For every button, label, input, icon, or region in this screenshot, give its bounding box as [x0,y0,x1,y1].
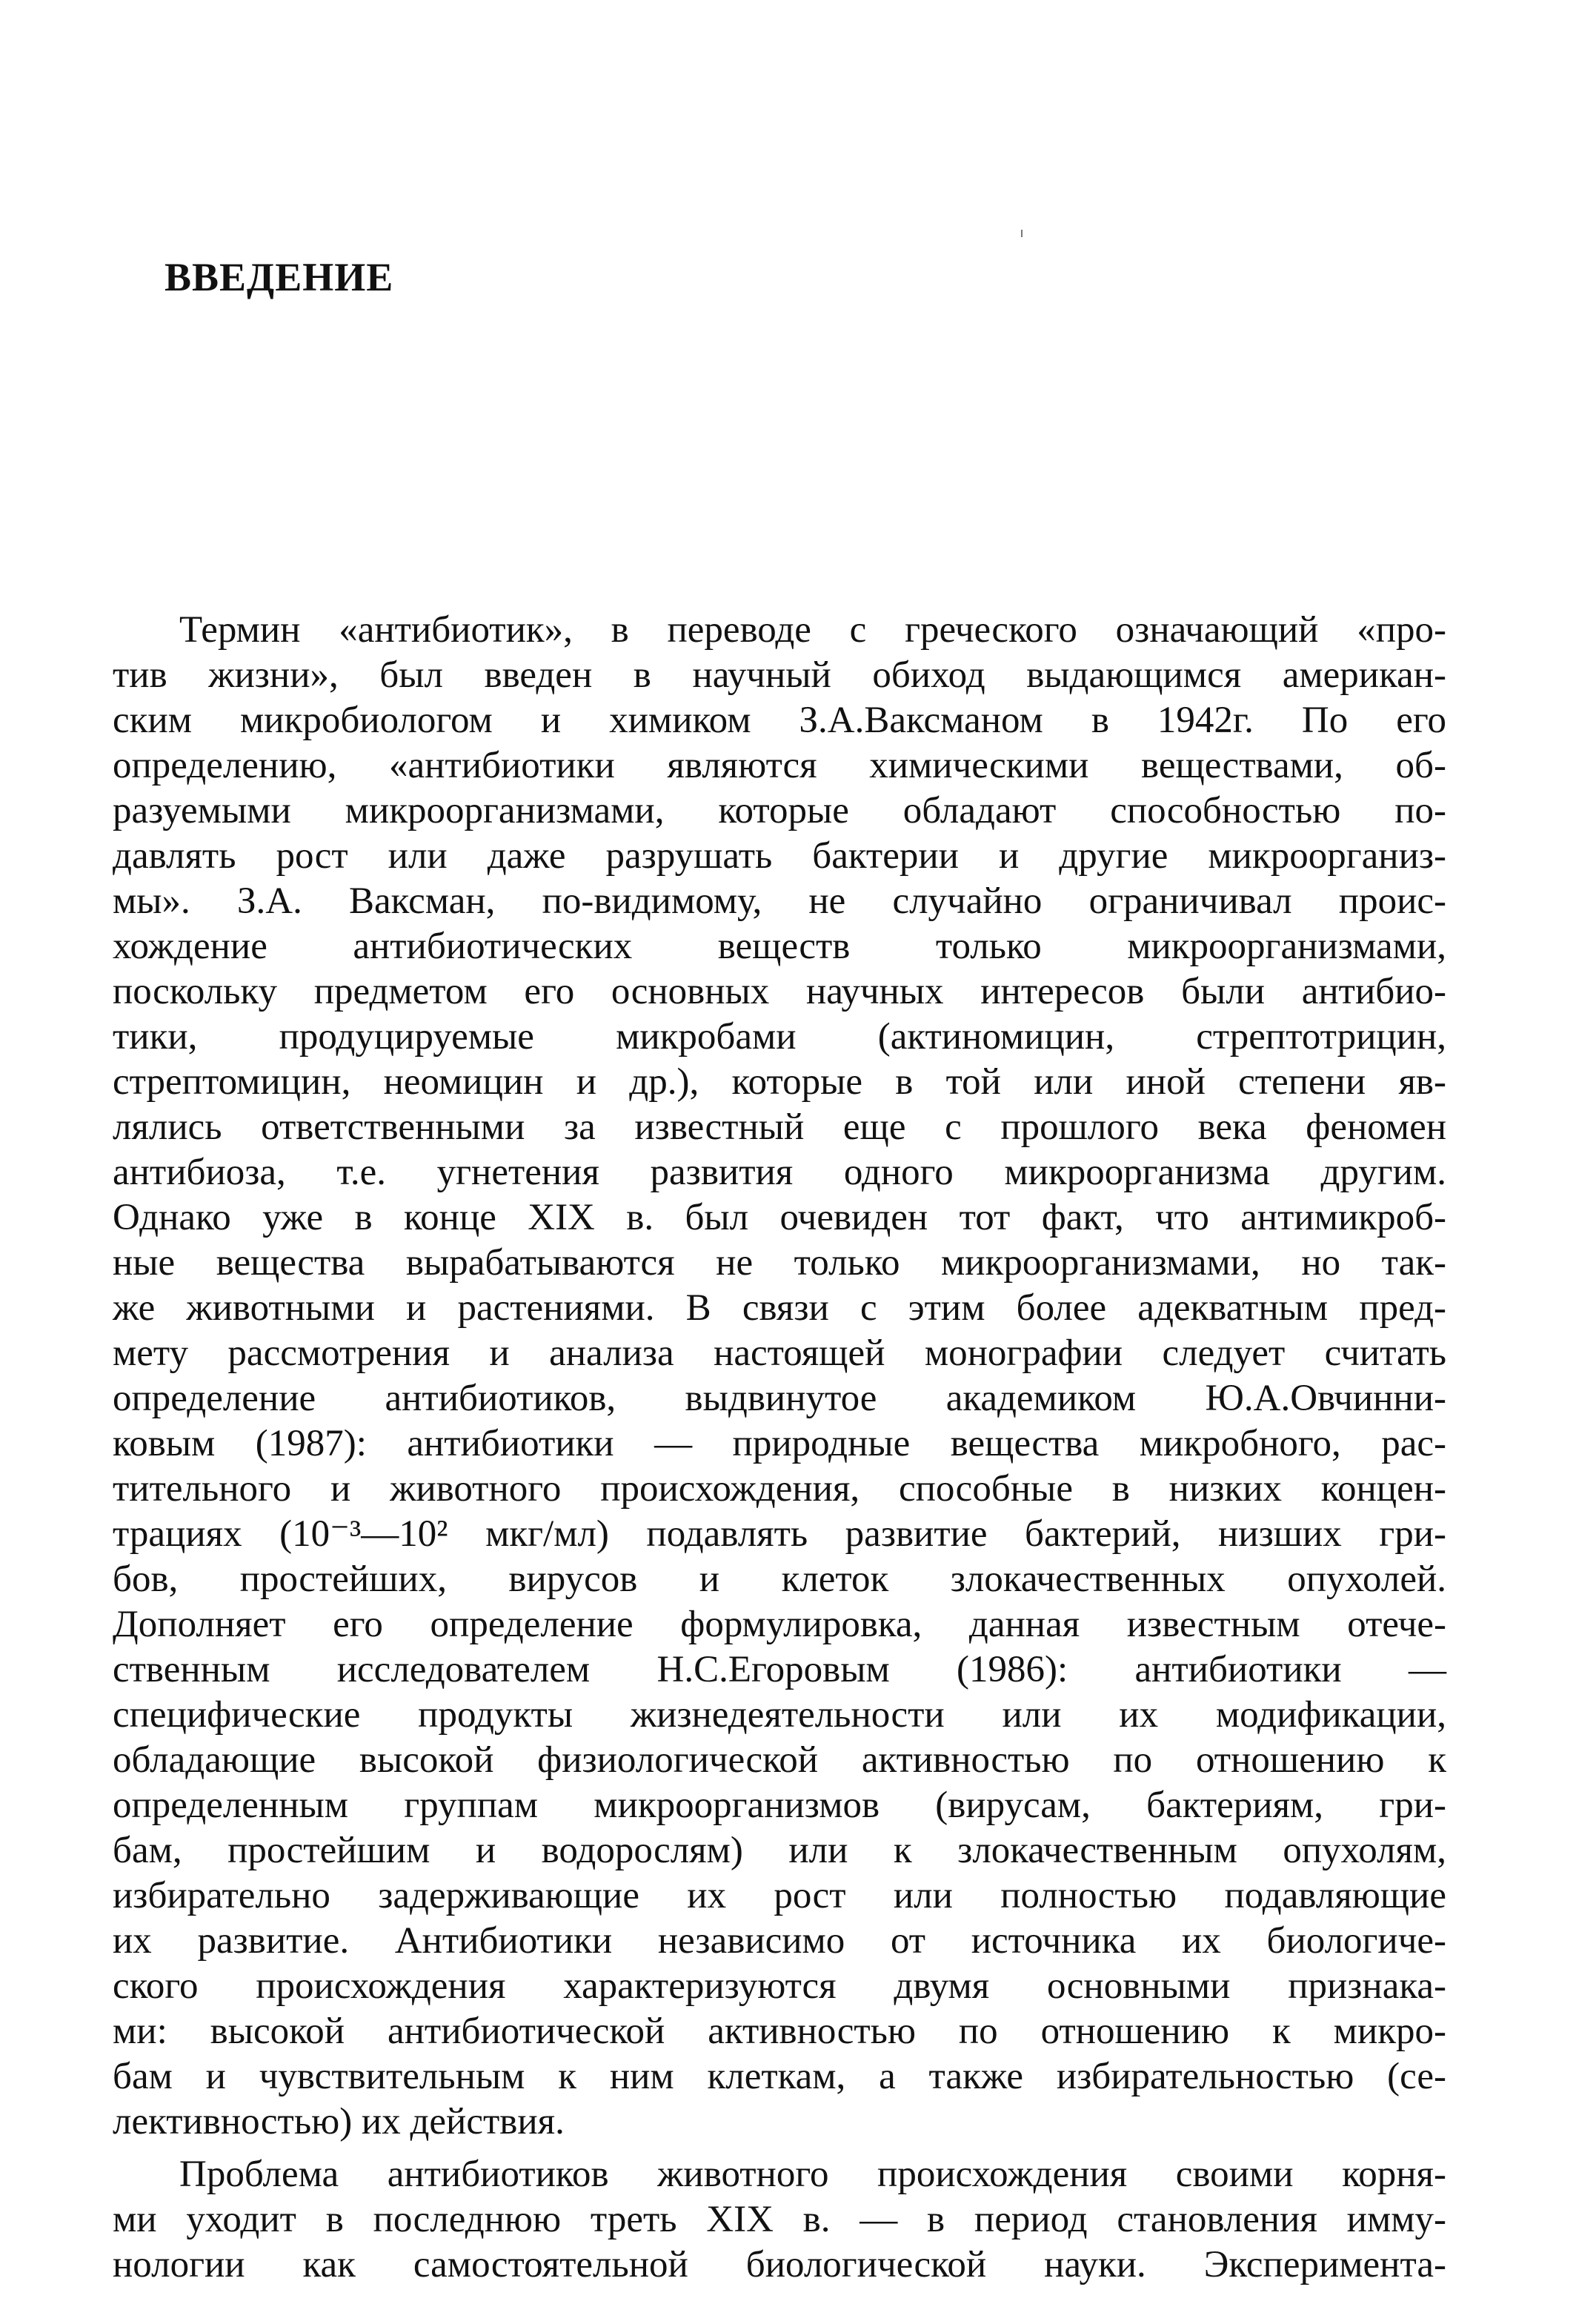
text-line: обладающие высокой физиологической активностью по отношению к [113,1739,1446,1781]
body-text [113,608,1446,2288]
text-line: их развитие. Антибиотики независимо от источника их биологиче- [113,1920,1446,1962]
text-line: тики, продуцируемые микробами (актиномицин, стрептотрицин, [113,1016,1446,1058]
text-line: ми: высокой антибиотической активностью по отношению к микро- [113,2011,1446,2052]
text-line: же животными и растениями. В связи с этим более адекватным пред- [113,1287,1446,1329]
text-line: ми уходит в последнюю треть XIX в. — в период становления имму- [113,2199,1446,2240]
text-line: разуемыми микроорганизмами, которые обладают способностью по- [113,790,1446,831]
text-line: ским микробиологом и химиком З.А.Ваксманом в 1942г. По его [113,700,1446,741]
text-line: тительного и животного происхождения, способные в низких концен- [113,1468,1446,1510]
text-line: ского происхождения характеризуются двумя основными признака- [113,1965,1446,2007]
text-line: определенным группам микроорганизмов (вирусам, бактериям, гри- [113,1784,1446,1826]
text-line: Однако уже в конце XIX в. был очевиден тот факт, что антимикроб- [113,1197,1446,1238]
text-line: Проблема антибиотиков животного происхождения своими корня- [179,2154,1446,2195]
text-line: бов, простейших, вирусов и клеток злокачественных опухолей. [113,1558,1446,1600]
text-line: специфические продукты жизнедеятельности или их модификации, [113,1694,1446,1736]
text-line: избирательно задерживающие их рост или полностью подавляющие [113,1875,1446,1916]
text-line: давлять рост или даже разрушать бактерии и другие микроорганиз- [113,835,1446,877]
text-line: лективностью) их действия. [113,2101,565,2142]
text-line: поскольку предметом его основных научных интересов были антибио- [113,971,1446,1012]
text-line: нологии как самостоятельной биологической науки. Эксперимента- [113,2244,1446,2285]
text-line: хождение антибиотических веществ только микроорганизмами, [113,926,1446,967]
text-line: стрептомицин, неомицин и др.), которые в той или иной степени яв- [113,1061,1446,1103]
text-line: ные вещества вырабатываются не только микроорганизмами, но так- [113,1242,1446,1284]
chapter-heading: ВВЕДЕНИЕ [164,255,394,299]
text-line: антибиоза, т.е. угнетения развития одного микроорганизма другим. [113,1152,1446,1193]
text-line: бам и чувствительным к ним клеткам, а также избирательностью (се- [113,2056,1446,2097]
text-line: мы». З.А. Ваксман, по-видимому, не случайно ограничивал проис- [113,880,1446,922]
stray-ink-mark [1021,230,1023,237]
text-line: трациях (10⁻³—10² мкг/мл) подавлять развитие бактерий, низших гри- [113,1513,1446,1555]
text-line: тив жизни», был введен в научный обиход выдающимся американ- [113,654,1446,696]
paragraph-gap [113,2145,1446,2152]
text-line: определение антибиотиков, выдвинутое академиком Ю.А.Овчинни- [113,1378,1446,1419]
paragraph-1 [113,608,1446,2145]
text-line: лялись ответственными за известный еще с прошлого века феномен [113,1106,1446,1148]
paragraph-2 [113,2152,1446,2288]
text-line: определению, «антибиотики являются химическими веществами, об- [113,745,1446,786]
text-line: бам, простейшим и водорослям) или к злокачественным опухолям, [113,1830,1446,1871]
text-line: Термин «антибиотик», в переводе с греческого означающий «про- [179,609,1446,651]
text-line: ковым (1987): антибиотики — природные вещества микробного, рас- [113,1423,1446,1464]
text-line: ственным исследователем Н.С.Егоровым (1986): антибиотики — [113,1649,1446,1690]
text-line: Дополняет его определение формулировка, данная известным отече- [113,1604,1446,1645]
text-line: мету рассмотрения и анализа настоящей монографии следует считать [113,1332,1446,1374]
